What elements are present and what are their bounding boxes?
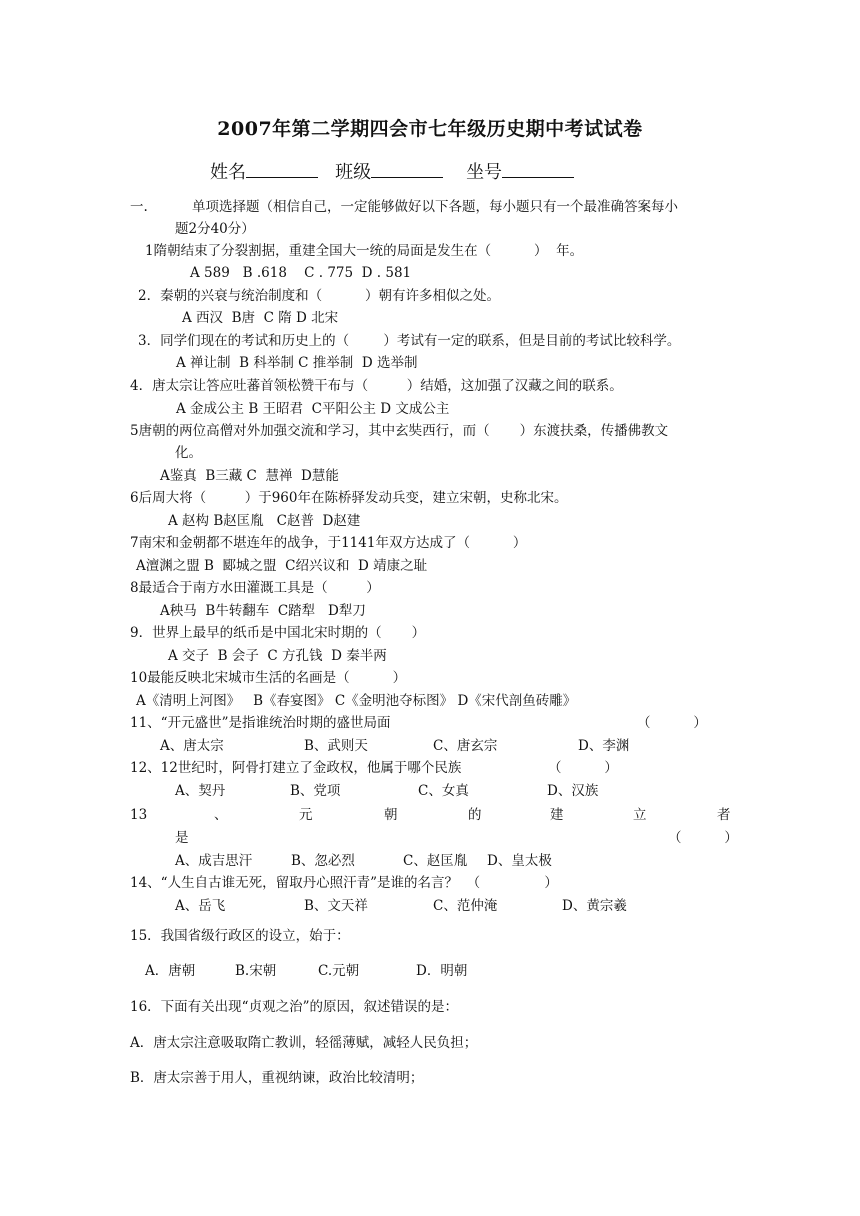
option-a: A、岳飞 — [175, 898, 226, 914]
option-b: B、忽必烈 — [291, 853, 355, 869]
option-c: C、赵匡胤 — [403, 853, 468, 869]
question-11: 11、“开元盛世”是指谁统治时期的盛世局面 — [130, 715, 391, 731]
question-12: 12、12世纪时，阿骨打建立了金政权，他属于哪个民族 — [130, 760, 462, 776]
q13-part: 的 — [468, 807, 482, 823]
question-9: 9．世界上最早的纸币是中国北宋时期的（ ） — [130, 625, 426, 641]
name-label: 姓名 — [210, 162, 246, 183]
option-a: A、唐太宗 — [160, 738, 224, 754]
q13-part: 立 — [633, 807, 647, 823]
seat-blank[interactable] — [502, 163, 574, 178]
q13-part: 朝 — [384, 807, 398, 823]
question-8-options: A秧马 B牛转翻车 C踏犁 D犁刀 — [160, 603, 366, 619]
q13-part: 者 — [717, 807, 731, 823]
question-14: 14、“人生自古谁无死，留取丹心照汗青”是谁的名言？ （ ） — [130, 875, 558, 891]
question-13-line2: 是 — [175, 830, 189, 846]
question-11-options — [0, 737, 860, 755]
question-13-paren: （ ） — [668, 830, 738, 846]
class-blank[interactable] — [371, 163, 443, 178]
option-c: C、范仲淹 — [433, 898, 498, 914]
student-info — [210, 158, 574, 184]
q13-part: 元 — [299, 807, 313, 823]
question-3: 3．同学们现在的考试和历史上的（ ）考试有一定的联系，但是目前的考试比较科学。 — [138, 333, 681, 349]
option-b: B、党项 — [290, 783, 341, 799]
question-5: 5唐朝的两位高僧对外加强交流和学习，其中玄奘西行，而（ ）东渡扶桑，传播佛教文 — [130, 423, 669, 439]
option-d: D、李渊 — [578, 738, 630, 754]
q13-part: 、 — [214, 807, 228, 823]
question-4-options: A 金成公主 B 王昭君 C平阳公主 D 文成公主 — [176, 401, 450, 417]
option-b: B、文天祥 — [304, 898, 368, 914]
section-number: 一. — [130, 199, 148, 215]
option-c: C、女真 — [418, 783, 469, 799]
exam-title: 2007年第二学期四会市七年级历史期中考试试卷 — [217, 118, 643, 140]
question-5-line2: 化。 — [175, 445, 202, 461]
question-12-paren: （ ） — [548, 760, 618, 776]
class-label: 班级 — [335, 162, 372, 183]
question-10-options: A《清明上河图》 B《春宴图》 C《金明池夺标图》 D《宋代剖鱼砖雕》 — [136, 693, 577, 709]
question-2-options: A 西汉 B唐 C 隋 D 北宋 — [182, 310, 339, 326]
question-3-options: A 禅让制 B 科举制 C 推举制 D 选举制 — [176, 355, 418, 371]
question-10: 10最能反映北宋城市生活的名画是（ ） — [130, 670, 407, 686]
option-d: D、皇太极 — [487, 853, 552, 869]
question-2: 2．秦朝的兴衰与统治制度和（ ）朝有许多相似之处。 — [138, 288, 501, 304]
q13-part: 建 — [550, 807, 564, 823]
option-a: A、成吉思汗 — [175, 853, 253, 869]
section-instruction-line1: 单项选择题（相信自己，一定能够做好以下各题，每小题只有一个最准确答案每小 — [192, 199, 678, 215]
option-a: A、契丹 — [175, 783, 226, 799]
q13-part: 13 — [130, 807, 148, 823]
option-a: A．唐朝 — [145, 963, 196, 979]
question-13 — [0, 806, 860, 824]
question-11-paren: （ ） — [637, 715, 707, 731]
question-1-options: A 589 B .618 C . 775 D . 581 — [190, 265, 412, 281]
question-7: 7南宋和金朝都不堪连年的战争，于1141年双方达成了（ ） — [130, 535, 527, 551]
question-16-option-a: A．唐太宗注意吸取隋亡教训，轻徭薄赋，减轻人民负担； — [130, 1035, 478, 1051]
question-8: 8最适合于南方水田灌溉工具是（ ） — [130, 580, 380, 596]
option-b: B、武则天 — [304, 738, 368, 754]
question-15: 15．我国省级行政区的设立，始于： — [130, 928, 350, 944]
question-7-options: A澶渊之盟 B 郾城之盟 C绍兴议和 D 靖康之耻 — [136, 558, 428, 574]
question-9-options: A 交子 B 会子 C 方孔钱 D 秦半两 — [168, 648, 387, 664]
option-c: C.元朝 — [318, 963, 360, 979]
question-1: 1隋朝结束了分裂割据，重建全国大一统的局面是发生在（ ） 年。 — [145, 243, 584, 259]
question-16-option-b: B．唐太宗善于用人，重视纳谏，政治比较清明； — [130, 1070, 424, 1086]
option-b: B.宋朝 — [235, 963, 277, 979]
option-d: D、黄宗羲 — [562, 898, 627, 914]
question-16: 16．下面有关出现“贞观之治”的原因，叙述错误的是： — [130, 999, 458, 1015]
question-15-options — [0, 962, 860, 980]
question-5-options: A鉴真 B三藏 C 慧禅 D慧能 — [160, 468, 339, 484]
option-d: D．明朝 — [416, 963, 468, 979]
option-d: D、汉族 — [547, 783, 599, 799]
question-4: 4．唐太宗让答应吐蕃首领松赞干布与（ ）结婚，这加强了汉藏之间的联系。 — [130, 378, 623, 394]
question-13-options — [0, 852, 860, 870]
question-6: 6后周大将（ ）于960年在陈桥驿发动兵变，建立宋朝，史称北宋。 — [130, 490, 568, 506]
question-12-options — [0, 782, 860, 800]
name-blank[interactable] — [246, 163, 318, 178]
question-6-options: A 赵构 B赵匡胤 C赵普 D赵建 — [168, 513, 361, 529]
seat-label: 坐号 — [466, 162, 503, 183]
section-instruction-line2: 题2分40分） — [175, 221, 255, 237]
question-14-options — [0, 897, 860, 915]
option-c: C、唐玄宗 — [433, 738, 498, 754]
